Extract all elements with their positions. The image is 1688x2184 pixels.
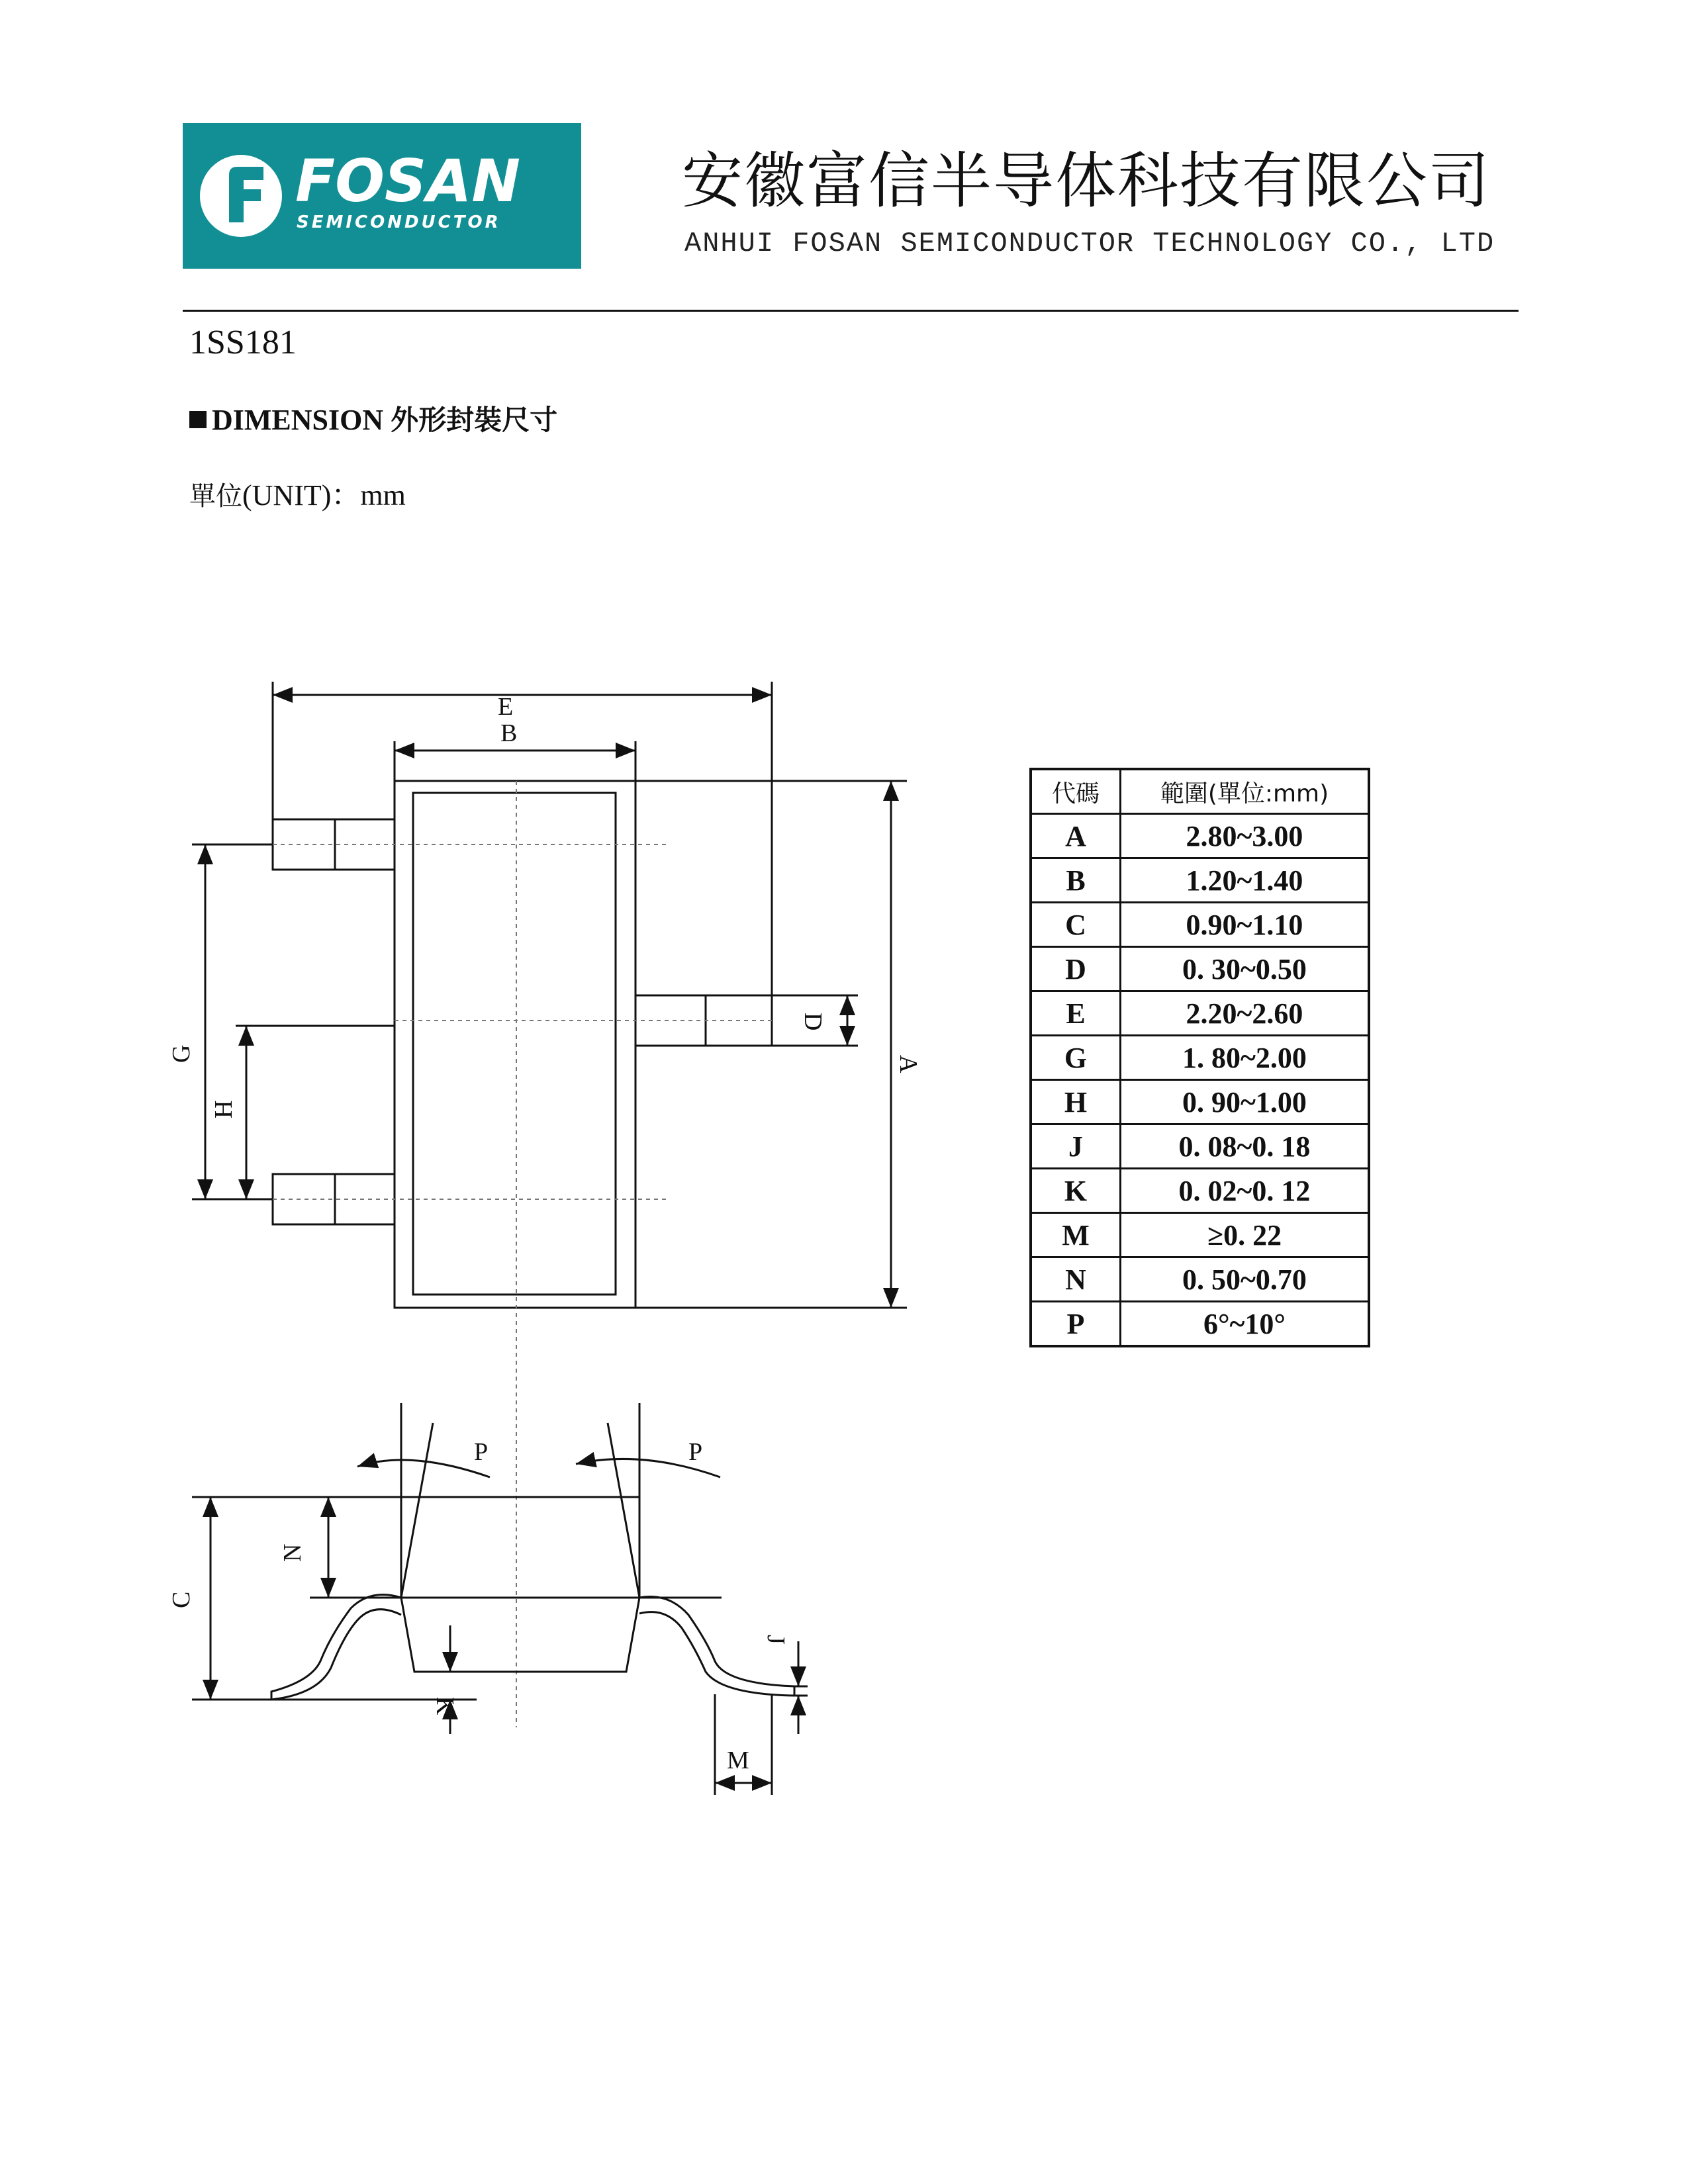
body-inner-outline bbox=[413, 793, 616, 1295]
section-title-en: DIMENSION bbox=[212, 404, 384, 436]
table-row bbox=[1031, 814, 1369, 858]
cell-code: M bbox=[1031, 1213, 1121, 1257]
cell-code: C bbox=[1031, 903, 1121, 947]
company-name-cn: 安徽富信半导体科技有限公司 bbox=[682, 146, 1491, 216]
cell-range: 0. 90~1.00 bbox=[1121, 1080, 1370, 1124]
table-row bbox=[1031, 1257, 1369, 1302]
table-row bbox=[1031, 1169, 1369, 1213]
cell-range: ≥0. 22 bbox=[1121, 1213, 1370, 1257]
cell-code: J bbox=[1031, 1124, 1121, 1169]
table-row bbox=[1031, 1080, 1369, 1124]
label-G: G bbox=[167, 1044, 195, 1063]
table-row bbox=[1031, 1302, 1369, 1347]
cell-code: G bbox=[1031, 1036, 1121, 1080]
table-header-row bbox=[1031, 769, 1369, 814]
lead-right bbox=[635, 995, 772, 1046]
label-K: K bbox=[431, 1697, 459, 1715]
label-A: A bbox=[894, 1055, 922, 1073]
label-E: E bbox=[498, 693, 514, 721]
cell-range: 1. 80~2.00 bbox=[1121, 1036, 1370, 1080]
cell-range: 0. 30~0.50 bbox=[1121, 947, 1370, 991]
table-row bbox=[1031, 1213, 1369, 1257]
table-row bbox=[1031, 947, 1369, 991]
cell-range: 2.20~2.60 bbox=[1121, 991, 1370, 1036]
cell-range: 0. 50~0.70 bbox=[1121, 1257, 1370, 1302]
label-C: C bbox=[167, 1591, 195, 1608]
cell-range: 1.20~1.40 bbox=[1121, 858, 1370, 903]
part-number: 1SS181 bbox=[189, 324, 297, 361]
cell-range: 0. 02~0. 12 bbox=[1121, 1169, 1370, 1213]
label-P-right: P bbox=[688, 1438, 703, 1466]
company-name-en: ANHUI FOSAN SEMICONDUCTOR TECHNOLOGY CO., LTD bbox=[684, 228, 1495, 259]
table-row bbox=[1031, 991, 1369, 1036]
logo-subtext: SEMICONDUCTOR bbox=[297, 212, 501, 232]
logo-wordmark: FOSAN bbox=[295, 147, 521, 215]
table-row bbox=[1031, 1124, 1369, 1169]
label-N: N bbox=[279, 1543, 306, 1562]
unit-label-en: (UNIT)：mm bbox=[242, 479, 406, 512]
label-B: B bbox=[500, 719, 518, 747]
cell-range: 0. 08~0. 18 bbox=[1121, 1124, 1370, 1169]
cell-code: K bbox=[1031, 1169, 1121, 1213]
cell-code: P bbox=[1031, 1302, 1121, 1347]
header-range: 範圍(單位:mm) bbox=[1121, 769, 1370, 814]
table-row bbox=[1031, 858, 1369, 903]
cell-range: 0.90~1.10 bbox=[1121, 903, 1370, 947]
cell-range: 6°~10° bbox=[1121, 1302, 1370, 1347]
cell-code: H bbox=[1031, 1080, 1121, 1124]
section-title-cn: 外形封裝尺寸 bbox=[391, 404, 558, 436]
table-row bbox=[1031, 903, 1369, 947]
cell-range: 2.80~3.00 bbox=[1121, 814, 1370, 858]
label-D: D bbox=[799, 1013, 827, 1031]
cell-code: N bbox=[1031, 1257, 1121, 1302]
side-body bbox=[401, 1598, 639, 1672]
unit-label-cn: 單位 bbox=[189, 481, 242, 512]
label-M: M bbox=[727, 1747, 749, 1774]
cell-code: D bbox=[1031, 947, 1121, 991]
label-J: J bbox=[762, 1635, 790, 1645]
table-row bbox=[1031, 1036, 1369, 1080]
label-P-left: P bbox=[474, 1438, 489, 1466]
cell-code: E bbox=[1031, 991, 1121, 1036]
label-H: H bbox=[210, 1100, 238, 1118]
header-code: 代碼 bbox=[1031, 769, 1121, 814]
dimension-table bbox=[1029, 768, 1370, 1347]
body-outline bbox=[395, 781, 635, 1308]
cell-code: B bbox=[1031, 858, 1121, 903]
cell-code: A bbox=[1031, 814, 1121, 858]
